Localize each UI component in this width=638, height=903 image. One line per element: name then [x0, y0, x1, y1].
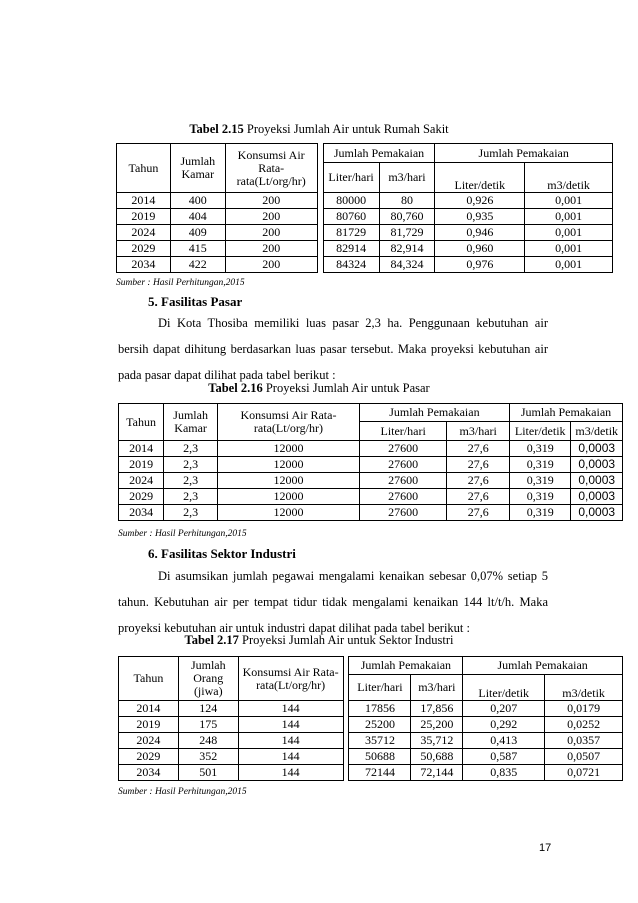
cell-konsumsi: 144	[238, 749, 343, 765]
cell-konsumsi: 12000	[218, 505, 360, 521]
cell-m3-hari: 27,6	[447, 505, 510, 521]
header-m3-detik: m3/detik	[545, 675, 623, 701]
table1-caption	[0, 122, 638, 137]
header-group1: Jumlah Pemakaian	[323, 144, 435, 163]
cell-jumlah: 2,3	[164, 505, 218, 521]
cell-m3-hari: 82,914	[379, 241, 435, 257]
table-row	[119, 457, 623, 473]
cell-liter-hari: 27600	[359, 489, 447, 505]
cell-liter-hari: 27600	[359, 505, 447, 521]
cell-konsumsi: 12000	[218, 457, 360, 473]
cell-jumlah: 2,3	[164, 489, 218, 505]
cell-liter-detik: 0,207	[463, 701, 545, 717]
cell-liter-detik: 0,946	[435, 225, 525, 241]
header-m3-detik: m3/detik	[525, 163, 613, 193]
cell-liter-hari: 27600	[359, 473, 447, 489]
cell-liter-detik: 0,319	[510, 457, 571, 473]
header-tahun: Tahun	[117, 144, 171, 193]
table-row	[119, 749, 623, 765]
cell-tahun: 2024	[119, 473, 164, 489]
cell-m3-detik: 0,0003	[571, 441, 623, 457]
header-liter-hari: Liter/hari	[359, 422, 447, 441]
table-row	[119, 489, 623, 505]
header-group2: Jumlah Pemakaian	[435, 144, 613, 163]
cell-liter-detik: 0,926	[435, 193, 525, 209]
cell-liter-hari: 27600	[359, 457, 447, 473]
header-liter-detik: Liter/detik	[463, 675, 545, 701]
cell-jumlah: 2,3	[164, 473, 218, 489]
cell-tahun: 2019	[117, 209, 171, 225]
cell-liter-hari: 50688	[349, 749, 411, 765]
table-row	[117, 193, 613, 209]
header-liter-detik: Liter/detik	[435, 163, 525, 193]
header-jumlah: Jumlah Orang (jiwa)	[178, 657, 238, 701]
table-row	[117, 257, 613, 273]
table-row	[117, 225, 613, 241]
cell-liter-hari: 80760	[323, 209, 379, 225]
cell-konsumsi: 200	[225, 209, 317, 225]
cell-liter-hari: 72144	[349, 765, 411, 781]
header-m3-hari: m3/hari	[411, 675, 463, 701]
header-group1: Jumlah Pemakaian	[349, 657, 463, 675]
cell-liter-detik: 0,935	[435, 209, 525, 225]
table1-title-number: Tabel 2.15	[189, 122, 244, 136]
table2-title-text: Proyeksi Jumlah Air untuk Pasar	[262, 381, 430, 395]
cell-m3-hari: 25,200	[411, 717, 463, 733]
cell-liter-hari: 17856	[349, 701, 411, 717]
table-row	[119, 701, 623, 717]
cell-m3-detik: 0,0357	[545, 733, 623, 749]
cell-jumlah: 352	[178, 749, 238, 765]
section6-paragraph: Di asumsikan jumlah pegawai mengalami kenaikan sebesar 0,07% setiap 5 tahun. Kebutuhan air per tempat tidur tidak mengalami kenaikan 144 lt/t/h. Maka proyeksi kebutuhan air untuk industri dapat dilihat pada tabel berikut :	[118, 569, 548, 635]
cell-konsumsi: 200	[225, 241, 317, 257]
table1-title-text: Proyeksi Jumlah Air untuk Rumah Sakit	[243, 122, 449, 136]
table-row	[117, 209, 613, 225]
table-row	[119, 765, 623, 781]
cell-konsumsi: 144	[238, 701, 343, 717]
cell-jumlah: 124	[178, 701, 238, 717]
page-number: 17	[539, 842, 552, 854]
cell-m3-detik: 0,0179	[545, 701, 623, 717]
cell-m3-detik: 0,0003	[571, 457, 623, 473]
section5-paragraph: Di Kota Thosiba memiliki luas pasar 2,3 ha. Penggunaan kebutuhan air bersih dapat dihitung berdasarkan luas pasar tersebut. Maka proyeksi kebutuhan air pada pasar dapat dilihat pada tabel berikut :	[118, 316, 548, 382]
cell-tahun: 2029	[117, 241, 171, 257]
cell-jumlah: 501	[178, 765, 238, 781]
cell-m3-detik: 0,0003	[571, 473, 623, 489]
table2-caption	[0, 381, 638, 396]
cell-tahun: 2014	[117, 193, 171, 209]
cell-m3-detik: 0,001	[525, 209, 613, 225]
header-m3-hari: m3/hari	[379, 163, 435, 193]
cell-tahun: 2024	[119, 733, 179, 749]
cell-jumlah: 2,3	[164, 457, 218, 473]
cell-konsumsi: 200	[225, 225, 317, 241]
cell-tahun: 2014	[119, 701, 179, 717]
header-liter-hari: Liter/hari	[323, 163, 379, 193]
table-pasar	[118, 403, 623, 521]
cell-jumlah: 248	[178, 733, 238, 749]
cell-konsumsi: 144	[238, 717, 343, 733]
table2-title-number: Tabel 2.16	[208, 381, 263, 395]
table-industri	[118, 656, 623, 781]
header-group1: Jumlah Pemakaian	[359, 404, 509, 422]
cell-tahun: 2029	[119, 489, 164, 505]
cell-liter-detik: 0,413	[463, 733, 545, 749]
cell-tahun: 2024	[117, 225, 171, 241]
cell-liter-detik: 0,319	[510, 473, 571, 489]
table3-title-text: Proyeksi Jumlah Air untuk Sektor Industri	[238, 633, 454, 647]
cell-liter-detik: 0,835	[463, 765, 545, 781]
table-row	[119, 733, 623, 749]
cell-liter-detik: 0,319	[510, 441, 571, 457]
cell-m3-detik: 0,0507	[545, 749, 623, 765]
table-rumah-sakit	[116, 143, 613, 273]
header-liter-detik: Liter/detik	[510, 422, 571, 441]
cell-liter-hari: 25200	[349, 717, 411, 733]
cell-m3-detik: 0,0003	[571, 505, 623, 521]
cell-konsumsi: 12000	[218, 473, 360, 489]
cell-jumlah: 400	[170, 193, 225, 209]
cell-m3-detik: 0,0721	[545, 765, 623, 781]
cell-tahun: 2019	[119, 457, 164, 473]
cell-tahun: 2019	[119, 717, 179, 733]
cell-tahun: 2034	[117, 257, 171, 273]
cell-m3-hari: 84,324	[379, 257, 435, 273]
cell-m3-hari: 50,688	[411, 749, 463, 765]
cell-liter-hari: 81729	[323, 225, 379, 241]
cell-m3-detik: 0,001	[525, 257, 613, 273]
table3-caption	[0, 633, 638, 648]
cell-liter-detik: 0,292	[463, 717, 545, 733]
header-jumlah: Jumlah Kamar	[164, 404, 218, 441]
table-row	[119, 441, 623, 457]
table3-source: Sumber : Hasil Perhitungan,2015	[118, 787, 247, 797]
cell-liter-hari: 80000	[323, 193, 379, 209]
cell-m3-hari: 81,729	[379, 225, 435, 241]
cell-konsumsi: 200	[225, 193, 317, 209]
cell-konsumsi: 144	[238, 733, 343, 749]
cell-m3-detik: 0,0003	[571, 489, 623, 505]
table-row	[119, 473, 623, 489]
cell-tahun: 2034	[119, 505, 164, 521]
cell-tahun: 2014	[119, 441, 164, 457]
cell-jumlah: 404	[170, 209, 225, 225]
table2-source: Sumber : Hasil Perhitungan,2015	[118, 529, 247, 539]
cell-konsumsi: 12000	[218, 441, 360, 457]
cell-jumlah: 2,3	[164, 441, 218, 457]
cell-jumlah: 175	[178, 717, 238, 733]
cell-jumlah: 409	[170, 225, 225, 241]
cell-liter-hari: 27600	[359, 441, 447, 457]
header-tahun: Tahun	[119, 404, 164, 441]
cell-m3-hari: 72,144	[411, 765, 463, 781]
cell-m3-hari: 17,856	[411, 701, 463, 717]
cell-liter-detik: 0,587	[463, 749, 545, 765]
table-row	[119, 505, 623, 521]
cell-konsumsi: 12000	[218, 489, 360, 505]
section6-heading: 6. Fasilitas Sektor Industri	[148, 546, 296, 561]
header-jumlah: Jumlah Kamar	[170, 144, 225, 193]
header-konsumsi: Konsumsi Air Rata-rata(Lt/org/hr)	[225, 144, 317, 193]
cell-liter-hari: 35712	[349, 733, 411, 749]
header-m3-detik: m3/detik	[571, 422, 623, 441]
cell-liter-detik: 0,976	[435, 257, 525, 273]
table-row	[117, 241, 613, 257]
cell-konsumsi: 200	[225, 257, 317, 273]
cell-m3-hari: 27,6	[447, 441, 510, 457]
cell-m3-hari: 27,6	[447, 473, 510, 489]
cell-liter-hari: 84324	[323, 257, 379, 273]
cell-m3-hari: 80	[379, 193, 435, 209]
header-konsumsi: Konsumsi Air Rata-rata(Lt/org/hr)	[218, 404, 360, 441]
cell-liter-detik: 0,960	[435, 241, 525, 257]
cell-m3-detik: 0,001	[525, 225, 613, 241]
header-group2: Jumlah Pemakaian	[463, 657, 623, 675]
cell-tahun: 2034	[119, 765, 179, 781]
header-tahun: Tahun	[119, 657, 179, 701]
table1-source: Sumber : Hasil Perhitungan,2015	[116, 278, 245, 288]
table-row	[119, 717, 623, 733]
cell-liter-hari: 82914	[323, 241, 379, 257]
cell-jumlah: 415	[170, 241, 225, 257]
cell-m3-detik: 0,001	[525, 241, 613, 257]
cell-jumlah: 422	[170, 257, 225, 273]
cell-m3-detik: 0,001	[525, 193, 613, 209]
cell-m3-hari: 27,6	[447, 457, 510, 473]
header-liter-hari: Liter/hari	[349, 675, 411, 701]
cell-m3-hari: 80,760	[379, 209, 435, 225]
cell-m3-hari: 35,712	[411, 733, 463, 749]
cell-liter-detik: 0,319	[510, 505, 571, 521]
cell-liter-detik: 0,319	[510, 489, 571, 505]
header-group2: Jumlah Pemakaian	[510, 404, 623, 422]
cell-konsumsi: 144	[238, 765, 343, 781]
table3-title-number: Tabel 2.17	[184, 633, 239, 647]
section5-heading: 5. Fasilitas Pasar	[148, 294, 243, 309]
cell-tahun: 2029	[119, 749, 179, 765]
cell-m3-hari: 27,6	[447, 489, 510, 505]
header-konsumsi: Konsumsi Air Rata-rata(Lt/org/hr)	[238, 657, 343, 701]
header-m3-hari: m3/hari	[447, 422, 510, 441]
cell-m3-detik: 0,0252	[545, 717, 623, 733]
